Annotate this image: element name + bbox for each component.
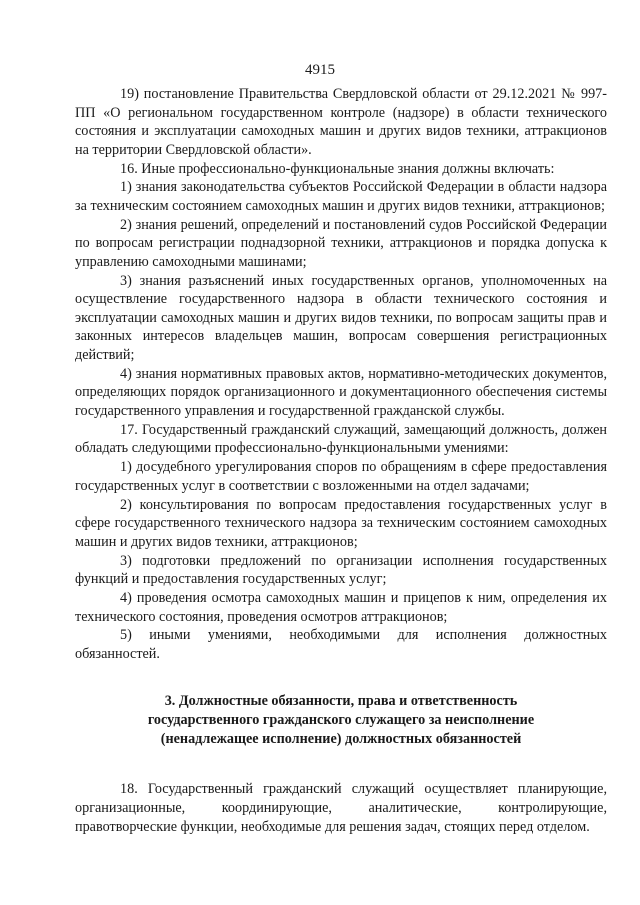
paragraph: 18. Государственный гражданский служащий осуществляет планирующие, организационные, координирующие, аналитические, контролирующие, правотворческие функции, необходимые для решения задач, стоящих перед отделом. bbox=[75, 781, 607, 835]
paragraph: 17. Государственный гражданский служащий, замещающий должность, должен обладать следующими профессионально-функциональными умениями: bbox=[75, 421, 607, 457]
paragraph: 19) постановление Правительства Свердловской области от 29.12.2021 № 997-ПП «О региональном государственном контроле (надзоре) в области технического состояния и эксплуатации самоходных машин и других видов техники, аттракционов на территории Свердловской области». bbox=[75, 86, 607, 158]
paragraph: 3) подготовки предложений по организации исполнения государственных функций и предоставления государственных услуг; bbox=[75, 552, 607, 588]
section-heading bbox=[75, 692, 607, 749]
paragraph: 5) иными умениями, необходимыми для исполнения должностных обязанностей. bbox=[75, 627, 607, 662]
page-number: 4915 bbox=[305, 62, 335, 78]
paragraph: 1) знания законодательства субъектов Российской Федерации в области надзора за техническим состоянием самоходных машин и других видов техники, аттракционов; bbox=[75, 179, 607, 214]
section-heading-line: государственного гражданского служащего за неисполнение bbox=[147, 712, 535, 729]
paragraph-group-bottom bbox=[75, 780, 607, 836]
paragraph: 4) знания нормативных правовых актов, нормативно-методических документов, определяющих порядок организационного и документационного обеспечения системы государственного управления и государственной гражданской службы. bbox=[75, 365, 607, 420]
paragraph-group-top bbox=[75, 85, 607, 663]
paragraph: 2) знания решений, определений и постановлений судов Российской Федерации по вопросам регистрации поднадзорной техники, аттракционов и порядка допуска к управлению самоходными машинами; bbox=[75, 216, 607, 270]
section-heading-line: (ненадлежащее исполнение) должностных обязанностей bbox=[160, 731, 522, 748]
paragraph: 16. Иные профессионально-функциональные знания должны включать: bbox=[120, 160, 555, 177]
paragraph: 4) проведения осмотра самоходных машин и прицепов к ним, определения их технического состояния, проведения осмотров аттракционов; bbox=[75, 589, 607, 625]
paragraph: 2) консультирования по вопросам предоставления государственных услуг в сфере государственного технического надзора за техническим состоянием самоходных машин и других видов техники, аттракционов; bbox=[75, 496, 607, 550]
paragraph: 3) знания разъяснений иных государственных органов, уполномоченных на осуществление государственного надзора в области технического состояния и эксплуатации самоходных машин и других видов техники, по вопросам защиты прав и законных интересов владельцев машин, вопросам совершения регистрационных действий; bbox=[75, 272, 607, 364]
paragraph: 1) досудебного урегулирования споров по обращениям в сфере предоставления государственных услуг в соответствии с возложенными на отдел задачами; bbox=[75, 459, 607, 494]
section-heading-line: 3. Должностные обязанности, права и ответственность bbox=[164, 693, 518, 710]
document-body bbox=[75, 85, 607, 836]
